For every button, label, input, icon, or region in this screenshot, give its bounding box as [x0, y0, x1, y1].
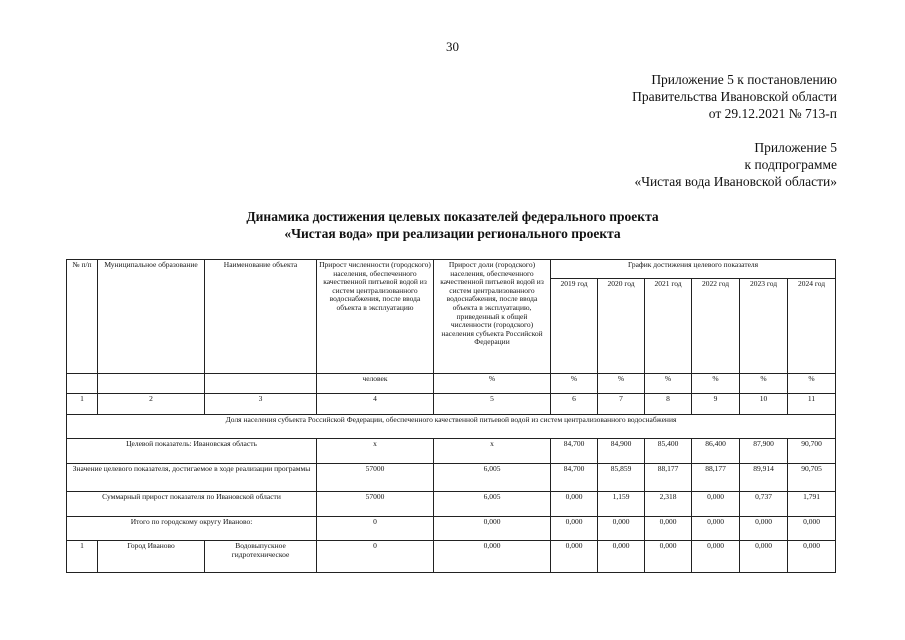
units-empty-cell	[205, 374, 317, 394]
cell-share: 6,005	[434, 492, 551, 517]
document-title-line-2: «Чистая вода» при реализации регионального проекта	[284, 226, 621, 241]
cell-year: 0,000	[645, 517, 692, 541]
column-number: 9	[692, 394, 740, 415]
table-row-total	[67, 517, 836, 541]
cell-year: 0,000	[692, 492, 740, 517]
header-year: 2023 год	[740, 279, 788, 374]
column-number: 7	[598, 394, 645, 415]
appendix-subprogram-line-2: к подпрограмме	[744, 157, 837, 172]
unit-year: %	[692, 374, 740, 394]
appendix-subprogram-line-1: Приложение 5	[754, 140, 837, 155]
table-row-object	[67, 541, 836, 573]
row-label: Итого по городскому округу Иваново:	[67, 517, 317, 541]
table-row-target	[67, 439, 836, 464]
units-empty-cell	[67, 374, 98, 394]
header-year: 2021 год	[645, 279, 692, 374]
cell-year: 88,177	[692, 464, 740, 492]
cell-year: 1,791	[788, 492, 836, 517]
cell-year: 0,737	[740, 492, 788, 517]
cell-year: 84,900	[598, 439, 645, 464]
cell-pop: 0	[317, 517, 434, 541]
header-year: 2022 год	[692, 279, 740, 374]
unit-pop: человек	[317, 374, 434, 394]
cell-year: 1,159	[598, 492, 645, 517]
cell-year: 88,177	[645, 464, 692, 492]
cell-year: 0,000	[645, 541, 692, 573]
cell-pop: 57000	[317, 464, 434, 492]
cell-object-name: Водовыпускное гидротехническое	[205, 541, 317, 573]
cell-year: 90,705	[788, 464, 836, 492]
cell-year: 0,000	[740, 541, 788, 573]
header-year: 2020 год	[598, 279, 645, 374]
cell-year: 0,000	[692, 541, 740, 573]
header-year: 2024 год	[788, 279, 836, 374]
cell-year: 0,000	[788, 517, 836, 541]
cell-year: 0,000	[598, 517, 645, 541]
unit-year: %	[788, 374, 836, 394]
cell-share: 0,000	[434, 517, 551, 541]
unit-year: %	[551, 374, 598, 394]
document-title-line-1: Динамика достижения целевых показателей федерального проекта	[246, 209, 659, 224]
document-title	[0, 208, 905, 242]
cell-year: 2,318	[645, 492, 692, 517]
column-number: 6	[551, 394, 598, 415]
cell-year: 84,700	[551, 464, 598, 492]
cell-year: 0,000	[692, 517, 740, 541]
cell-share: 0,000	[434, 541, 551, 573]
cell-year: 90,700	[788, 439, 836, 464]
appendix-decree-block	[632, 71, 837, 122]
cell-share: 6,005	[434, 464, 551, 492]
unit-share: %	[434, 374, 551, 394]
column-number: 11	[788, 394, 836, 415]
cell-pop: 0	[317, 541, 434, 573]
column-number: 2	[98, 394, 205, 415]
cell-year: 0,000	[551, 517, 598, 541]
cell-year: 0,000	[598, 541, 645, 573]
appendix-decree-line-3: от 29.12.2021 № 713-п	[708, 106, 837, 121]
page-number: 30	[446, 39, 459, 54]
units-empty-cell	[98, 374, 205, 394]
unit-year: %	[598, 374, 645, 394]
cell-pop: 57000	[317, 492, 434, 517]
cell-municipality: Город Иваново	[98, 541, 205, 573]
appendix-decree-line-2: Правительства Ивановской области	[632, 89, 837, 104]
column-number: 8	[645, 394, 692, 415]
row-label: Целевой показатель: Ивановская область	[67, 439, 317, 464]
cell-year: 85,400	[645, 439, 692, 464]
column-number: 10	[740, 394, 788, 415]
header-year: 2019 год	[551, 279, 598, 374]
cell-year: 0,000	[551, 492, 598, 517]
cell-year: 85,859	[598, 464, 645, 492]
column-number: 4	[317, 394, 434, 415]
table-row-achieved	[67, 464, 836, 492]
row-label: Суммарный прирост показателя по Ивановской области	[67, 492, 317, 517]
cell-num: 1	[67, 541, 98, 573]
section-title: Доля населения субъекта Российской Федерации, обеспеченного качественной питьевой водой из систем централизованного водоснабжения	[67, 415, 836, 439]
unit-year: %	[740, 374, 788, 394]
header-object: Наименование объекта	[205, 260, 317, 374]
appendix-subprogram-line-3: «Чистая вода Ивановской области»	[634, 174, 837, 189]
appendix-decree-line-1: Приложение 5 к постановлению	[651, 72, 837, 87]
header-schedule: График достижения целевого показателя	[551, 260, 836, 279]
header-pop-increase: Прирост численности (городского) населения, обеспеченного качественной питьевой водой из систем централизованного водоснабжения, после ввода объекта в эксплуатацию	[317, 260, 434, 374]
cell-year: 84,700	[551, 439, 598, 464]
cell-year: 89,914	[740, 464, 788, 492]
cell-pop: х	[317, 439, 434, 464]
appendix-subprogram-block	[634, 139, 837, 190]
column-number: 1	[67, 394, 98, 415]
cell-year: 0,000	[788, 541, 836, 573]
cell-year: 0,000	[551, 541, 598, 573]
column-number: 3	[205, 394, 317, 415]
column-number: 5	[434, 394, 551, 415]
cell-year: 86,400	[692, 439, 740, 464]
target-indicator-table	[66, 259, 836, 573]
unit-year: %	[645, 374, 692, 394]
cell-year: 87,900	[740, 439, 788, 464]
header-share-increase: Прирост доли (городского) населения, обеспеченного качественной питьевой водой из систем централизованного водоснабжения, после ввода объекта в эксплуатацию, приведенный к общей численности (городского) населения субъекта Российской Федерации	[434, 260, 551, 374]
header-num: № п/п	[67, 260, 98, 374]
cell-share: х	[434, 439, 551, 464]
table-row-sum	[67, 492, 836, 517]
row-label: Значение целевого показателя, достигаемое в ходе реализации программы	[67, 464, 317, 492]
cell-year: 0,000	[740, 517, 788, 541]
header-municipality: Муниципальное образование	[98, 260, 205, 374]
